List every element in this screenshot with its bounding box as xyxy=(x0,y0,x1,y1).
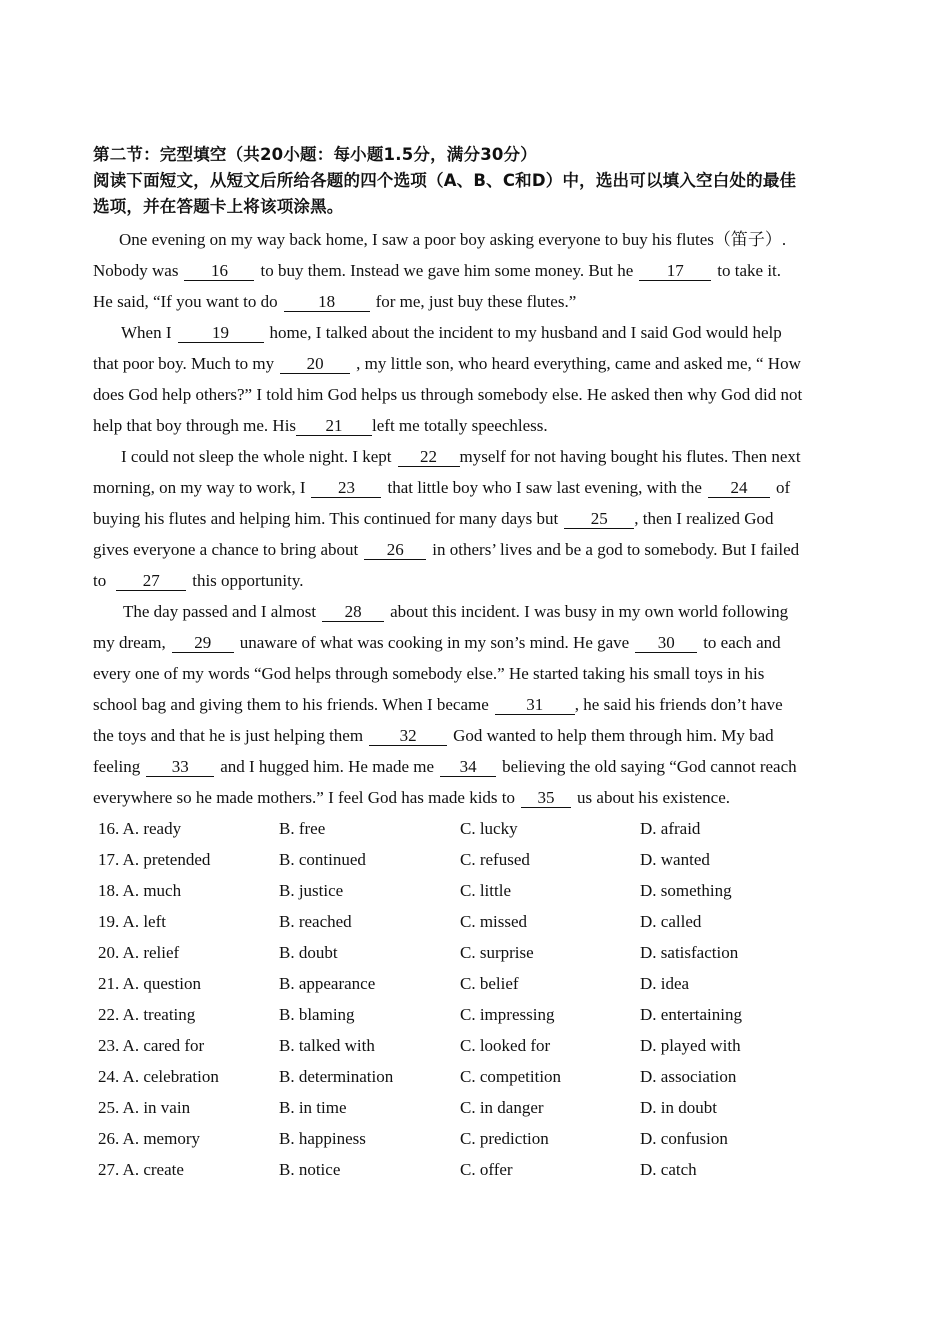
option-a: 19. A. left xyxy=(98,912,166,931)
blank-25: 25 xyxy=(564,510,634,529)
option-d: D. in doubt xyxy=(640,1098,717,1117)
passage-line: One evening on my way back home, I saw a poor boy asking everyone to buy his flutes（笛子）. xyxy=(119,230,787,249)
option-b: B. happiness xyxy=(279,1129,366,1148)
option-a: 21. A. question xyxy=(98,974,201,993)
passage-text: The day passed and I almost xyxy=(123,602,317,621)
option-d: D. entertaining xyxy=(640,1005,742,1024)
option-a: 16. A. ready xyxy=(98,819,182,838)
passage-text: unaware of what was cooking in my son’s mind. He gave xyxy=(239,633,630,652)
section-instruction-cont: 选项，并在答题卡上将该项涂黑。 xyxy=(93,197,344,216)
passage-text: , my little son, who heard everything, came and asked me, “ How xyxy=(356,354,801,373)
passage-line xyxy=(93,539,850,561)
passage-text: and I hugged him. He made me xyxy=(220,757,435,776)
passage-text: home, I talked about the incident to my husband and I said God would help xyxy=(269,323,782,342)
passage-text: , he said his friends don’t have xyxy=(574,695,783,714)
option-b: B. justice xyxy=(279,881,344,900)
option-b: B. continued xyxy=(279,850,366,869)
option-c: C. belief xyxy=(460,974,519,993)
option-row-18 xyxy=(98,880,858,902)
blank-35: 35 xyxy=(521,789,571,808)
passage-line: does God help others?” I told him God helps us through somebody else. He asked then why God did not xyxy=(93,385,803,404)
passage-text: help that boy through me. His xyxy=(93,416,297,435)
option-c: C. in danger xyxy=(460,1098,544,1117)
blank-26: 26 xyxy=(364,541,426,560)
option-row-23 xyxy=(98,1035,858,1057)
passage-text: left me totally speechless. xyxy=(372,416,548,435)
option-row-16 xyxy=(98,818,858,840)
passage-text: in others’ lives and be a god to somebody. But I failed xyxy=(432,540,800,559)
blank-32: 32 xyxy=(369,727,447,746)
option-d: D. idea xyxy=(640,974,690,993)
option-c: C. impressing xyxy=(460,1005,555,1024)
option-d: D. satisfaction xyxy=(640,943,739,962)
option-b: B. determination xyxy=(279,1067,394,1086)
passage-text: to take it. xyxy=(717,261,782,280)
option-row-21 xyxy=(98,973,858,995)
option-a: 18. A. much xyxy=(98,881,182,900)
blank-33: 33 xyxy=(146,758,214,777)
passage-text: God wanted to help them through him. My bad xyxy=(453,726,774,745)
blank-24: 24 xyxy=(708,479,770,498)
option-d: D. something xyxy=(640,881,732,900)
option-b: B. blaming xyxy=(279,1005,355,1024)
blank-31: 31 xyxy=(495,696,575,715)
passage-text: I could not sleep the whole night. I kept xyxy=(121,447,392,466)
option-row-17 xyxy=(98,849,858,871)
passage-line: every one of my words “God helps through somebody else.” He started taking his small toys in his xyxy=(93,664,765,683)
option-b: B. in time xyxy=(279,1098,347,1117)
option-a: 23. A. cared for xyxy=(98,1036,205,1055)
passage-line xyxy=(93,632,850,654)
blank-17: 17 xyxy=(639,262,711,281)
blank-29: 29 xyxy=(172,634,234,653)
passage-line xyxy=(93,787,850,809)
passage-text: Nobody was xyxy=(93,261,179,280)
passage-text: believing the old saying “God cannot reach xyxy=(502,757,797,776)
option-row-22 xyxy=(98,1004,858,1026)
option-d: D. wanted xyxy=(640,850,710,869)
passage-text: school bag and giving them to his friends. When I became xyxy=(93,695,489,714)
blank-18: 18 xyxy=(284,293,370,312)
passage-line xyxy=(121,446,850,468)
option-a: 17. A. pretended xyxy=(98,850,211,869)
passage-line xyxy=(121,322,850,344)
passage-line xyxy=(93,756,850,778)
passage-text: this opportunity. xyxy=(192,571,304,590)
passage-line xyxy=(93,694,850,716)
passage-text: feeling xyxy=(93,757,141,776)
blank-21: 21 xyxy=(296,417,372,436)
option-row-26 xyxy=(98,1128,858,1150)
blank-19: 19 xyxy=(178,324,264,343)
option-a: 24. A. celebration xyxy=(98,1067,219,1086)
option-row-20 xyxy=(98,942,858,964)
blank-20: 20 xyxy=(280,355,350,374)
option-b: B. free xyxy=(279,819,326,838)
blank-28: 28 xyxy=(322,603,384,622)
option-c: C. lucky xyxy=(460,819,518,838)
option-d: D. afraid xyxy=(640,819,701,838)
passage-text: that little boy who I saw last evening, with the xyxy=(387,478,702,497)
option-row-19 xyxy=(98,911,858,933)
option-b: B. notice xyxy=(279,1160,341,1179)
passage-text: morning, on my way to work, I xyxy=(93,478,306,497)
option-c: C. little xyxy=(460,881,511,900)
passage-text: to each and xyxy=(703,633,781,652)
passage-line xyxy=(93,477,850,499)
option-a: 26. A. memory xyxy=(98,1129,200,1148)
passage-line xyxy=(93,725,850,747)
option-c: C. missed xyxy=(460,912,528,931)
option-row-27 xyxy=(98,1159,858,1181)
passage-line xyxy=(93,570,850,592)
passage-line xyxy=(93,415,850,437)
passage-line xyxy=(93,291,850,313)
passage-text: for me, just buy these flutes.” xyxy=(375,292,577,311)
passage-text: buying his flutes and helping him. This continued for many days but xyxy=(93,509,559,528)
option-row-25 xyxy=(98,1097,858,1119)
option-b: B. reached xyxy=(279,912,352,931)
option-row-24 xyxy=(98,1066,858,1088)
passage-text: of xyxy=(775,478,791,497)
passage-text: He said, “If you want to do xyxy=(93,292,278,311)
option-b: B. appearance xyxy=(279,974,376,993)
option-a: 25. A. in vain xyxy=(98,1098,191,1117)
passage-line xyxy=(93,260,850,282)
passage-line xyxy=(123,601,850,623)
blank-30: 30 xyxy=(635,634,697,653)
option-b: B. talked with xyxy=(279,1036,375,1055)
option-a: 20. A. relief xyxy=(98,943,180,962)
passage-text: gives everyone a chance to bring about xyxy=(93,540,359,559)
section-instruction: 阅读下面短文，从短文后所给各题的四个选项（A、B、C和D）中，选出可以填入空白处的最佳 xyxy=(93,171,797,190)
passage-text: to buy them. Instead we gave him some money. But he xyxy=(260,261,634,280)
passage-text: the toys and that he is just helping them xyxy=(93,726,364,745)
passage-text: about this incident. I was busy in my own world following xyxy=(390,602,789,621)
option-d: D. played with xyxy=(640,1036,741,1055)
section-title: 第二节：完型填空（共20小题：每小题1.5分，满分30分） xyxy=(93,145,537,164)
option-d: D. association xyxy=(640,1067,737,1086)
blank-16: 16 xyxy=(184,262,254,281)
option-c: C. surprise xyxy=(460,943,534,962)
passage-text: , then I realized God xyxy=(634,509,774,528)
blank-23: 23 xyxy=(311,479,381,498)
option-c: C. refused xyxy=(460,850,530,869)
option-c: C. offer xyxy=(460,1160,513,1179)
option-d: D. confusion xyxy=(640,1129,728,1148)
option-d: D. called xyxy=(640,912,702,931)
option-a: 22. A. treating xyxy=(98,1005,196,1024)
option-c: C. competition xyxy=(460,1067,562,1086)
blank-34: 34 xyxy=(440,758,496,777)
option-b: B. doubt xyxy=(279,943,338,962)
option-c: C. prediction xyxy=(460,1129,549,1148)
blank-22: 22 xyxy=(398,448,460,467)
blank-27: 27 xyxy=(116,572,186,591)
passage-line xyxy=(93,353,850,375)
passage-text: everywhere so he made mothers.” I feel God has made kids to xyxy=(93,788,516,807)
passage-line xyxy=(93,508,850,530)
passage-text: that poor boy. Much to my xyxy=(93,354,275,373)
passage-text: my dream, xyxy=(93,633,166,652)
passage-text: myself for not having bought his flutes. Then next xyxy=(459,447,801,466)
passage-text: When I xyxy=(121,323,172,342)
option-c: C. looked for xyxy=(460,1036,551,1055)
option-a: 27. A. create xyxy=(98,1160,184,1179)
option-d: D. catch xyxy=(640,1160,697,1179)
passage-text: us about his existence. xyxy=(577,788,730,807)
passage-text: to xyxy=(93,571,107,590)
